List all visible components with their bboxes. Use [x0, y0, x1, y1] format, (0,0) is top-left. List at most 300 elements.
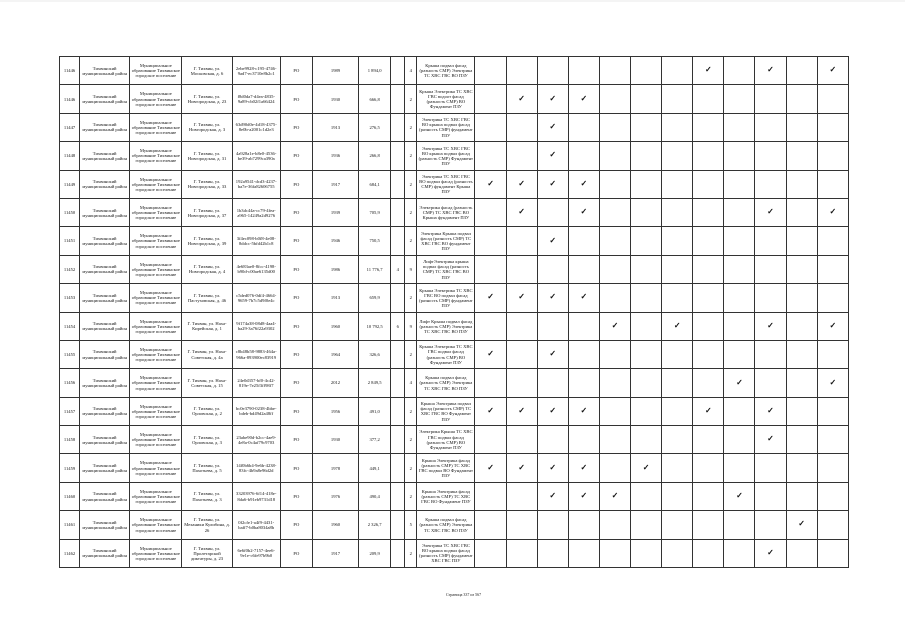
- work-check-cell: [662, 113, 693, 141]
- work-check-cell: [506, 426, 537, 454]
- work-check-cell: [568, 426, 599, 454]
- work-check-cell: [568, 312, 599, 340]
- checkmark-icon: ✓: [549, 178, 557, 188]
- checkmark-icon: ✓: [518, 207, 525, 217]
- district-cell: Тихвинский муниципальный район: [80, 397, 130, 425]
- work-check-cell: [693, 57, 724, 85]
- work-check-cell: [537, 340, 568, 368]
- table-row: [60, 227, 849, 255]
- ownership-type-cell: РО: [280, 255, 312, 283]
- address-cell: Г. Тихвин, ул. Новгородская, д. 39: [182, 227, 232, 255]
- works-list-cell: Крыша подвал фасад (разность СМР) Электрика ТС ХВС ГВС ВО ПЗУ: [417, 511, 475, 539]
- work-check-cell: [662, 454, 693, 482]
- table-row: [60, 539, 849, 567]
- work-check-cell: [475, 482, 506, 510]
- work-check-cell: [724, 284, 755, 312]
- row-number: 11446: [60, 57, 80, 85]
- row-number: 11460: [60, 482, 80, 510]
- table-row: [60, 482, 849, 510]
- work-check-cell: [568, 369, 599, 397]
- work-check-cell: [506, 198, 537, 226]
- checkmark-icon: ✓: [549, 491, 557, 501]
- work-check-cell: [724, 482, 755, 510]
- year-built-cell: 1956: [312, 397, 358, 425]
- work-check-cell: [631, 482, 662, 510]
- checkmark-icon: ✓: [487, 292, 494, 302]
- area-cell: 2 326,7: [359, 511, 391, 539]
- floors-cell: [391, 454, 405, 482]
- table-row: [60, 426, 849, 454]
- work-check-cell: [599, 369, 630, 397]
- work-check-cell: [631, 142, 662, 170]
- work-check-cell: [786, 255, 817, 283]
- work-check-cell: [475, 57, 506, 85]
- entrances-cell: 2: [405, 482, 417, 510]
- year-built-cell: 2012: [312, 369, 358, 397]
- checkmark-icon: ✓: [611, 491, 619, 501]
- checkmark-icon: ✓: [518, 405, 525, 415]
- ownership-type-cell: РО: [280, 170, 312, 198]
- area-cell: 666,8: [359, 85, 391, 113]
- work-check-cell: [506, 255, 537, 283]
- work-check-cell: [568, 170, 599, 198]
- district-cell: Тихвинский муниципальный район: [80, 198, 130, 226]
- work-check-cell: [475, 454, 506, 482]
- work-check-cell: [755, 539, 786, 567]
- works-list-cell: Электрика Крыша ТС ХВС ГВС подвал фасад (разность СМР) ВО Фундамент ПЗУ: [417, 426, 475, 454]
- area-cell: 11 776,7: [359, 255, 391, 283]
- year-built-cell: 1978: [312, 454, 358, 482]
- district-cell: Тихвинский муниципальный район: [80, 511, 130, 539]
- district-cell: Тихвинский муниципальный район: [80, 312, 130, 340]
- work-check-cell: [599, 539, 630, 567]
- work-check-cell: [693, 482, 724, 510]
- work-check-cell: [475, 539, 506, 567]
- district-cell: Тихвинский муниципальный район: [80, 255, 130, 283]
- work-check-cell: [693, 142, 724, 170]
- work-check-cell: [662, 57, 693, 85]
- work-check-cell: [755, 85, 786, 113]
- work-check-cell: [724, 454, 755, 482]
- work-check-cell: [693, 198, 724, 226]
- work-check-cell: [568, 340, 599, 368]
- checkmark-icon: ✓: [518, 292, 525, 302]
- checkmark-icon: ✓: [518, 178, 525, 188]
- work-check-cell: [475, 312, 506, 340]
- fias-code-cell: 0f2cfe1-a4f9-4431-baff7-b0ba8034a8b: [232, 511, 280, 539]
- work-check-cell: [662, 227, 693, 255]
- checkmark-icon: ✓: [580, 462, 588, 472]
- fias-code-cell: 2ebe9928-c195-4746-9ad7-ec3710e8b2c1: [232, 57, 280, 85]
- work-check-cell: [599, 312, 630, 340]
- checkmark-icon: ✓: [580, 491, 588, 501]
- area-cell: 266,8: [359, 142, 391, 170]
- work-check-cell: [693, 312, 724, 340]
- row-number: 11457: [60, 397, 80, 425]
- ownership-type-cell: РО: [280, 312, 312, 340]
- entrances-cell: 2: [405, 142, 417, 170]
- ownership-type-cell: РО: [280, 340, 312, 368]
- fias-code-cell: 1b3dc44a-cc79-4fea-a965-14249a2d9276: [232, 198, 280, 226]
- district-cell: Тихвинский муниципальный район: [80, 426, 130, 454]
- fias-code-cell: bc0e3790-0238-4bbe-bdeb-bd49d2a48ff: [232, 397, 280, 425]
- work-check-cell: [537, 142, 568, 170]
- work-check-cell: [817, 539, 848, 567]
- entrances-cell: 2: [405, 113, 417, 141]
- checkmark-icon: ✓: [580, 207, 588, 217]
- work-check-cell: [724, 511, 755, 539]
- work-check-cell: [475, 511, 506, 539]
- entrances-cell: 2: [405, 170, 417, 198]
- work-check-cell: [786, 170, 817, 198]
- checkmark-icon: ✓: [798, 519, 805, 529]
- year-built-cell: 1913: [312, 284, 358, 312]
- area-cell: 1 894,0: [359, 57, 391, 85]
- work-check-cell: [755, 397, 786, 425]
- floors-cell: [391, 340, 405, 368]
- work-check-cell: [755, 482, 786, 510]
- checkmark-icon: ✓: [704, 65, 712, 75]
- address-cell: Г. Тихвин, ул. Новгородская, д. 4: [182, 255, 232, 283]
- checkmark-icon: ✓: [767, 405, 774, 415]
- address-cell: Г. Тихвин, ул. Новгородская, д. 37: [182, 198, 232, 226]
- work-check-cell: [537, 85, 568, 113]
- work-check-cell: [786, 227, 817, 255]
- checkmark-icon: ✓: [736, 491, 743, 501]
- work-check-cell: [693, 454, 724, 482]
- checkmark-icon: ✓: [642, 462, 650, 472]
- work-check-cell: [506, 113, 537, 141]
- work-check-cell: [786, 284, 817, 312]
- works-list-cell: Крыша Электрика ТС ХВС ГВС ВО подвал фасад (разность СМР) фундамент ПЗУ: [417, 284, 475, 312]
- municipality-cell: Муниципальное образование Тихвинское городское поселение: [130, 397, 182, 425]
- municipality-cell: Муниципальное образование Тихвинское городское поселение: [130, 454, 182, 482]
- work-check-cell: [537, 57, 568, 85]
- ownership-type-cell: РО: [280, 113, 312, 141]
- works-list-cell: Электрика Крыша подвал фасад (разность СМР) ТС ХВС ГВС ВО фундамент ПЗУ: [417, 227, 475, 255]
- work-check-cell: [537, 397, 568, 425]
- work-check-cell: [537, 511, 568, 539]
- work-check-cell: [662, 340, 693, 368]
- work-check-cell: [568, 113, 599, 141]
- work-check-cell: [537, 227, 568, 255]
- work-check-cell: [475, 284, 506, 312]
- work-check-cell: [537, 426, 568, 454]
- row-number: 11461: [60, 511, 80, 539]
- row-number: 11455: [60, 340, 80, 368]
- work-check-cell: [599, 113, 630, 141]
- checkmark-icon: ✓: [549, 349, 557, 359]
- fias-code-cell: f8d0da7-d4ea-4835-9a89-cb02f1a66424: [232, 85, 280, 113]
- table-row: [60, 142, 849, 170]
- work-check-cell: [568, 454, 599, 482]
- work-check-cell: [631, 284, 662, 312]
- work-check-cell: [662, 312, 693, 340]
- work-check-cell: [506, 57, 537, 85]
- work-check-cell: [662, 170, 693, 198]
- work-check-cell: [817, 113, 848, 141]
- work-check-cell: [755, 255, 786, 283]
- table-row: [60, 397, 849, 425]
- entrances-cell: 9: [405, 312, 417, 340]
- checkmark-icon: ✓: [580, 178, 588, 188]
- entrances-cell: 2: [405, 397, 417, 425]
- year-built-cell: 1917: [312, 539, 358, 567]
- work-check-cell: [693, 227, 724, 255]
- municipality-cell: Муниципальное образование Тихвинское городское поселение: [130, 142, 182, 170]
- floors-cell: 6: [391, 312, 405, 340]
- work-check-cell: [537, 312, 568, 340]
- work-check-cell: [599, 284, 630, 312]
- work-check-cell: [693, 113, 724, 141]
- work-check-cell: [537, 170, 568, 198]
- work-check-cell: [817, 255, 848, 283]
- year-built-cell: 1989: [312, 57, 358, 85]
- row-number: 11454: [60, 312, 80, 340]
- work-check-cell: [817, 369, 848, 397]
- checkmark-icon: ✓: [829, 65, 837, 75]
- work-check-cell: [631, 340, 662, 368]
- checkmark-icon: ✓: [549, 462, 557, 472]
- address-cell: Г. Тихвин, ул. Новгородская, д. 33: [182, 170, 232, 198]
- address-cell: Г. Тихвин, ул. Московская, д. 6: [182, 57, 232, 85]
- municipality-cell: Муниципальное образование Тихвинское городское поселение: [130, 85, 182, 113]
- address-cell: Г. Тихвин, ул. Наха-Советская, д. 4а: [182, 340, 232, 368]
- area-cell: 209,9: [359, 539, 391, 567]
- table-row: [60, 85, 849, 113]
- work-check-cell: [662, 511, 693, 539]
- address-cell: Г. Тихвин, ул. Новгородская, д. 3: [182, 113, 232, 141]
- work-check-cell: [786, 85, 817, 113]
- checkmark-icon: ✓: [549, 292, 557, 302]
- fias-code-cell: 33203976-6f14-418e-8da6-b91eb9731d18: [232, 482, 280, 510]
- checkmark-icon: ✓: [736, 377, 743, 387]
- work-check-cell: [599, 142, 630, 170]
- district-cell: Тихвинский муниципальный район: [80, 85, 130, 113]
- fias-code-cell: c5ded076-0df4-4664-9659-7b7c5d9f0e4c: [232, 284, 280, 312]
- floors-cell: [391, 511, 405, 539]
- floors-cell: [391, 482, 405, 510]
- address-cell: Г. Тихвин, ул. Новгородская, д. 31: [182, 142, 232, 170]
- work-check-cell: [724, 227, 755, 255]
- row-number: 11450: [60, 198, 80, 226]
- district-cell: Тихвинский муниципальный район: [80, 340, 130, 368]
- work-check-cell: [631, 85, 662, 113]
- works-list-cell: ЛифтЭлектрика крыша подвал фасад (разность СМР) ТС ХВС ГВС ВО ПЗУ: [417, 255, 475, 283]
- fias-code-cell: 14f0b6b4-9e6b-4238-83fc-4b9a8e96d2d: [232, 454, 280, 482]
- work-check-cell: [724, 198, 755, 226]
- works-list-cell: Крыша подвал фасад (разность СМР) Электрика ТС ХВС ГВС ВО ПЗУ: [417, 57, 475, 85]
- address-cell: Г. Тихвин, ул. Новгородская, д. 23: [182, 85, 232, 113]
- work-check-cell: [786, 454, 817, 482]
- table-row: [60, 312, 849, 340]
- area-cell: 276,5: [359, 113, 391, 141]
- work-check-cell: [817, 312, 848, 340]
- work-check-cell: [475, 113, 506, 141]
- ownership-type-cell: РО: [280, 57, 312, 85]
- work-check-cell: [693, 369, 724, 397]
- year-built-cell: 1960: [312, 511, 358, 539]
- ownership-type-cell: РО: [280, 227, 312, 255]
- work-check-cell: [475, 227, 506, 255]
- municipality-cell: Муниципальное образование Тихвинское городское поселение: [130, 511, 182, 539]
- fias-code-cell: 4e683ae0-8fcc-4198-b90d-c00ae6135d00: [232, 255, 280, 283]
- checkmark-icon: ✓: [580, 292, 588, 302]
- work-check-cell: [475, 198, 506, 226]
- work-check-cell: [475, 85, 506, 113]
- work-check-cell: [599, 454, 630, 482]
- work-check-cell: [537, 255, 568, 283]
- entrances-cell: 4: [405, 57, 417, 85]
- works-list-cell: Крыша Электрика фасад (разность СМР) ТС ХВС ГВС ВО Фундамент ПЗУ: [417, 482, 475, 510]
- ownership-type-cell: РО: [280, 198, 312, 226]
- area-cell: 326,6: [359, 340, 391, 368]
- work-check-cell: [724, 397, 755, 425]
- work-check-cell: [475, 397, 506, 425]
- address-cell: Г. Тихвин, ул. Наха-Советская, д. 15: [182, 369, 232, 397]
- work-check-cell: [662, 284, 693, 312]
- work-check-cell: [786, 340, 817, 368]
- work-check-cell: [599, 255, 630, 283]
- area-cell: 10 792,5: [359, 312, 391, 340]
- work-check-cell: [599, 85, 630, 113]
- work-check-cell: [786, 539, 817, 567]
- municipality-cell: Муниципальное образование Тихвинское городское поселение: [130, 539, 182, 567]
- work-check-cell: [786, 482, 817, 510]
- address-cell: Г. Тихвин, ул. Пахотьева, д. 5: [182, 454, 232, 482]
- row-number: 11452: [60, 255, 80, 283]
- district-cell: Тихвинский муниципальный район: [80, 454, 130, 482]
- work-check-cell: [693, 511, 724, 539]
- floors-cell: [391, 85, 405, 113]
- floors-cell: 4: [391, 255, 405, 283]
- floors-cell: [391, 426, 405, 454]
- work-check-cell: [568, 284, 599, 312]
- area-cell: 449,1: [359, 454, 391, 482]
- area-cell: 684,1: [359, 170, 391, 198]
- work-check-cell: [662, 397, 693, 425]
- checkmark-icon: ✓: [704, 405, 712, 415]
- work-check-cell: [506, 227, 537, 255]
- district-cell: Тихвинский муниципальный район: [80, 482, 130, 510]
- ownership-type-cell: РО: [280, 426, 312, 454]
- fias-code-cell: c8b48b58-9883-464a-966a-893900ec83919: [232, 340, 280, 368]
- year-built-cell: 1917: [312, 170, 358, 198]
- work-check-cell: [568, 255, 599, 283]
- work-check-cell: [475, 340, 506, 368]
- table-row: [60, 170, 849, 198]
- work-check-cell: [724, 539, 755, 567]
- row-number: 11451: [60, 227, 80, 255]
- floors-cell: [391, 198, 405, 226]
- checkmark-icon: ✓: [549, 405, 557, 415]
- year-built-cell: 1964: [312, 340, 358, 368]
- work-check-cell: [724, 255, 755, 283]
- entrances-cell: 2: [405, 426, 417, 454]
- floors-cell: [391, 539, 405, 567]
- work-check-cell: [786, 312, 817, 340]
- entrances-cell: 2: [405, 340, 417, 368]
- municipality-cell: Муниципальное образование Тихвинское городское поселение: [130, 284, 182, 312]
- works-list-cell: Крыша Электрика фасад (разность СМР) ТС ХВС ГВС подвал ВО Фундамент ПЗУ: [417, 454, 475, 482]
- checkmark-icon: ✓: [549, 93, 557, 103]
- work-check-cell: [599, 170, 630, 198]
- work-check-cell: [755, 284, 786, 312]
- work-check-cell: [506, 85, 537, 113]
- checkmark-icon: ✓: [829, 320, 837, 330]
- fias-code-cell: 9f174a38-08d8-4aa4-ba29-3a76f22a9302: [232, 312, 280, 340]
- work-check-cell: [506, 142, 537, 170]
- work-check-cell: [631, 113, 662, 141]
- floors-cell: [391, 284, 405, 312]
- work-check-cell: [631, 539, 662, 567]
- floors-cell: [391, 142, 405, 170]
- area-cell: 659,9: [359, 284, 391, 312]
- row-number: 11449: [60, 170, 80, 198]
- ownership-type-cell: РО: [280, 142, 312, 170]
- work-check-cell: [755, 369, 786, 397]
- table-row: [60, 57, 849, 85]
- work-check-cell: [537, 113, 568, 141]
- work-check-cell: [786, 113, 817, 141]
- work-check-cell: [599, 227, 630, 255]
- works-list-cell: Крыша Электрика ТС ХВС ГВС водоот фасад (разность СМР) ВО Фундамент ПЗУ: [417, 85, 475, 113]
- floors-cell: [391, 227, 405, 255]
- page-footer: Страница 337 из 567: [446, 592, 482, 597]
- municipality-cell: Муниципальное образование Тихвинское городское поселение: [130, 482, 182, 510]
- work-check-cell: [786, 369, 817, 397]
- work-check-cell: [662, 539, 693, 567]
- table-row: [60, 113, 849, 141]
- work-check-cell: [631, 227, 662, 255]
- address-cell: Г. Тихвин, ул. Наха-Кирейская, д. 1: [182, 312, 232, 340]
- address-cell: Г. Тихвин, ул. Механики Кулибина, д. 26: [182, 511, 232, 539]
- work-check-cell: [631, 369, 662, 397]
- entrances-cell: 9: [405, 255, 417, 283]
- work-check-cell: [662, 482, 693, 510]
- work-check-cell: [693, 284, 724, 312]
- ownership-type-cell: РО: [280, 284, 312, 312]
- municipality-cell: Муниципальное образование Тихвинское городское поселение: [130, 426, 182, 454]
- work-check-cell: [817, 57, 848, 85]
- work-check-cell: [568, 227, 599, 255]
- work-check-cell: [537, 454, 568, 482]
- work-check-cell: [786, 57, 817, 85]
- year-built-cell: 1946: [312, 227, 358, 255]
- work-check-cell: [537, 198, 568, 226]
- district-cell: Тихвинский муниципальный район: [80, 57, 130, 85]
- work-check-cell: [631, 198, 662, 226]
- works-list-cell: Электрика ТС ХВС ГВС ВО крыша подвал фасад (разность СМР) Фундамент ПЗУ: [417, 142, 475, 170]
- work-check-cell: [506, 340, 537, 368]
- work-check-cell: [755, 454, 786, 482]
- table-row: [60, 198, 849, 226]
- works-list-cell: Электрика фасад (разность СМР) ТС ХВС ГВС ВО Крыша фундамент ПЗУ: [417, 198, 475, 226]
- floors-cell: [391, 170, 405, 198]
- work-check-cell: [724, 426, 755, 454]
- work-check-cell: [693, 539, 724, 567]
- work-check-cell: [506, 312, 537, 340]
- work-check-cell: [506, 454, 537, 482]
- work-check-cell: [786, 426, 817, 454]
- entrances-cell: 2: [405, 454, 417, 482]
- work-check-cell: [755, 142, 786, 170]
- work-check-cell: [631, 426, 662, 454]
- checkmark-icon: ✓: [549, 150, 557, 160]
- work-check-cell: [755, 340, 786, 368]
- row-number: 11448: [60, 142, 80, 170]
- work-check-cell: [817, 511, 848, 539]
